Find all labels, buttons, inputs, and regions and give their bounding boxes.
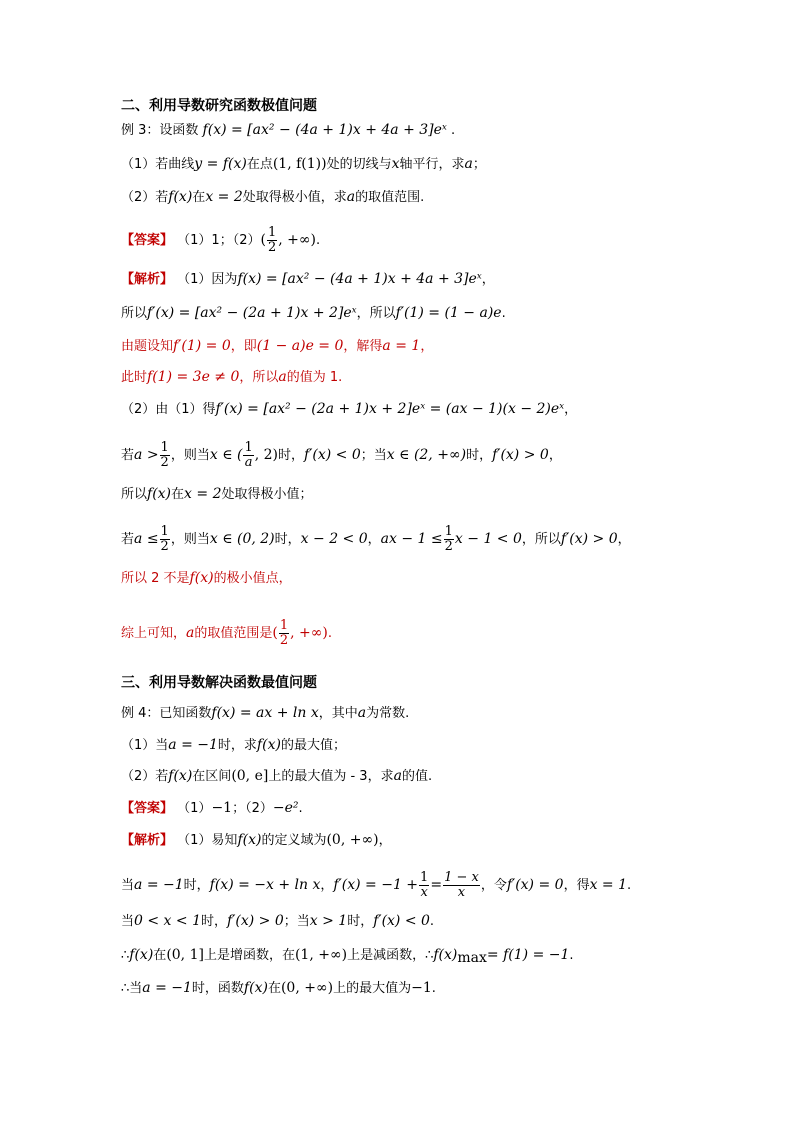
a4-math-2: a bbox=[278, 369, 287, 385]
e4q2-text-2: 在区间 bbox=[192, 769, 232, 784]
a6-text-3: 时， bbox=[278, 448, 305, 463]
analysis-line-4 bbox=[121, 367, 342, 388]
a8-text-5: ，所以 bbox=[521, 532, 561, 547]
b4-text-1: 在 bbox=[153, 948, 167, 963]
a2-math-2: f′(1) = (1 − a)e bbox=[395, 305, 502, 321]
b3-text-3: ；当 bbox=[283, 914, 310, 929]
a7-text-2: 在 bbox=[171, 487, 185, 502]
analysis-line-9 bbox=[121, 568, 292, 589]
example3-prefix: 例 3：设函数 bbox=[121, 123, 199, 138]
a9-text-2: 的极小值点， bbox=[213, 571, 292, 586]
a8-fraction-1 bbox=[160, 525, 170, 554]
b3-text-4: 时， bbox=[347, 914, 374, 929]
a8-frac2-num: 1 bbox=[444, 524, 453, 539]
b3-math-1: 0 < x < 1 bbox=[134, 913, 201, 929]
a6-math-5: x ∈ (2, +∞) bbox=[386, 447, 467, 463]
q1-math-2: (1, f(1)) bbox=[272, 156, 327, 172]
b2-text-4: ，令 bbox=[480, 878, 507, 893]
e4q2-text-3: 上的最大值为 - 3，求 bbox=[268, 769, 394, 784]
b4-math-1: f(x) bbox=[129, 947, 154, 963]
answer-end: . bbox=[316, 233, 321, 248]
example3-q1 bbox=[121, 154, 486, 175]
a7-math-2: x = 2 bbox=[184, 486, 222, 502]
section3-title: 三、利用导数解决函数最值问题 bbox=[121, 675, 317, 691]
b3-text-1: 当 bbox=[121, 914, 135, 929]
ex4-text-1: 例 4：已知函数 bbox=[121, 706, 212, 721]
b3-math-4: f′(x) < 0 bbox=[373, 913, 430, 929]
b1-text-2: 的定义域为 bbox=[261, 833, 327, 848]
b4-text-2: 上是增函数，在 bbox=[203, 948, 295, 963]
a8-math-3: x − 2 < 0 bbox=[300, 531, 368, 547]
b2-end: . bbox=[627, 878, 632, 893]
analysis-line-6 bbox=[121, 441, 562, 470]
ex4-math-2: a bbox=[357, 705, 367, 721]
b5-math-3: (0, +∞) bbox=[280, 980, 334, 996]
a6-math-2: x ∈ ( bbox=[209, 447, 243, 463]
a10-tail: , +∞) bbox=[290, 625, 328, 641]
e4q2-math-3: a bbox=[393, 768, 402, 784]
analysis-line-2 bbox=[121, 303, 506, 324]
a10-lead: ( bbox=[272, 625, 278, 641]
a5-end: ， bbox=[564, 402, 578, 417]
a3-math-1: f′(1) = 0 bbox=[173, 338, 231, 354]
example3-q2 bbox=[121, 187, 424, 208]
e4-answer-text-2: ；（2） bbox=[232, 801, 273, 816]
q2-math-1: f(x) bbox=[168, 189, 193, 205]
e4q1-math-2: f(x) bbox=[256, 737, 281, 753]
b5-end: . bbox=[431, 981, 436, 996]
example3-statement bbox=[121, 120, 455, 141]
b3-math-2: f′(x) > 0 bbox=[227, 913, 284, 929]
e4q1-text-1: （1）当 bbox=[121, 738, 169, 753]
a6-text-2: ，则当 bbox=[170, 448, 210, 463]
a1-math: f(x) = [ax² − (4a + 1)x + 4a + 3]eˣ bbox=[237, 271, 482, 287]
answer-tail: , +∞) bbox=[278, 232, 316, 248]
a2-math-1: f′(x) = [ax² − (2a + 1)x + 2]eˣ bbox=[147, 305, 357, 321]
a3-end: ， bbox=[420, 339, 434, 354]
a6-math-3: , 2) bbox=[254, 447, 279, 463]
b1-text-1: （1）易知 bbox=[177, 833, 238, 848]
example4-statement bbox=[121, 703, 409, 724]
a8-math-2: x ∈ (0, 2) bbox=[209, 531, 275, 547]
a7-text-1: 所以 bbox=[121, 487, 148, 502]
example4-q2 bbox=[121, 766, 432, 787]
example3-end: . bbox=[451, 123, 456, 138]
q2-text-3: 处取得极小值，求 bbox=[242, 190, 347, 205]
a9-text-1: 所以 2 不是 bbox=[121, 571, 190, 586]
a3-math-2: (1 − a)e = 0 bbox=[256, 338, 344, 354]
b2-math-3: f′(x) = −1 + bbox=[333, 877, 419, 893]
e4-analysis-line-5 bbox=[121, 978, 436, 999]
section2-title: 二、利用导数研究函数极值问题 bbox=[121, 98, 317, 114]
a8-math-5: x − 1 < 0 bbox=[454, 531, 522, 547]
a10-end: . bbox=[327, 626, 333, 641]
a8-frac1-den: 2 bbox=[160, 539, 169, 554]
a8-math-6: f′(x) > 0 bbox=[560, 531, 618, 547]
a6-text-5: 时， bbox=[466, 448, 493, 463]
e4-analysis-line-1 bbox=[121, 830, 392, 851]
a6-frac2-den: a bbox=[244, 455, 253, 470]
a6-math-6: f′(x) > 0 bbox=[492, 447, 549, 463]
a7-math-1: f(x) bbox=[147, 486, 172, 502]
a10-frac-num: 1 bbox=[279, 618, 289, 633]
a10-text-2: 的取值范围是 bbox=[194, 626, 273, 641]
b2-math-5: f′(x) = 0 bbox=[506, 877, 564, 893]
a7-text-3: 处取得极小值； bbox=[221, 487, 313, 502]
a6-fraction-2 bbox=[243, 441, 253, 470]
q1-text-5: ； bbox=[472, 157, 486, 172]
a10-text-1: 综上可知， bbox=[121, 626, 187, 641]
a8-math-4: ax − 1 ≤ bbox=[380, 531, 443, 547]
analysis-line-10 bbox=[121, 619, 332, 648]
q1-math-4: a bbox=[464, 156, 473, 172]
a4-text-3: 的值为 1. bbox=[286, 370, 343, 385]
b4-math-4: f(x) bbox=[433, 947, 458, 963]
a8-frac1-num: 1 bbox=[160, 524, 169, 539]
a4-math-1: f(1) = 3e ≠ 0 bbox=[147, 369, 240, 385]
answer-fraction bbox=[267, 226, 277, 255]
b1-math-1: f(x) bbox=[237, 832, 262, 848]
b3-text-2: 时， bbox=[201, 914, 228, 929]
a1-text: （1）因为 bbox=[177, 272, 238, 287]
frac-denominator: 2 bbox=[267, 240, 277, 255]
a8-end: ， bbox=[617, 532, 631, 547]
a10-frac-den: 2 bbox=[279, 633, 289, 648]
analysis-line-1 bbox=[121, 269, 495, 290]
e4q1-math-1: a = −1 bbox=[168, 737, 218, 753]
a6-frac2-num: 1 bbox=[244, 440, 253, 455]
b2-fraction-2 bbox=[443, 871, 480, 900]
example4-q1 bbox=[121, 735, 346, 756]
ex4-text-2: ，其中 bbox=[318, 706, 358, 721]
a9-math-1: f(x) bbox=[189, 570, 214, 586]
b2-fraction-1 bbox=[419, 871, 429, 900]
e4-answer-text-1: （1） bbox=[177, 801, 212, 816]
e4-answer-end: . bbox=[298, 801, 303, 816]
e4-analysis-line-4 bbox=[121, 945, 574, 966]
a10-fraction bbox=[279, 619, 289, 648]
a3-math-3: a = 1 bbox=[382, 338, 421, 354]
q1-text-3: 处的切线与 bbox=[326, 157, 392, 172]
q2-text-1: （2）若 bbox=[121, 190, 169, 205]
b2-frac1-num: 1 bbox=[420, 870, 429, 885]
e4-answer-math-1: −1 bbox=[211, 800, 233, 816]
e4q2-math-1: f(x) bbox=[168, 768, 193, 784]
example3-answer bbox=[121, 226, 320, 255]
a2-end: . bbox=[501, 306, 506, 321]
example3-function: f(x) = [ax² − (4a + 1)x + 4a + 3]eˣ bbox=[202, 122, 447, 138]
ex4-math-1: f(x) = ax + ln x bbox=[211, 705, 319, 721]
b4-end: . bbox=[569, 948, 574, 963]
b2-text-2: 时， bbox=[183, 878, 210, 893]
a5-text-1: （2）由（1）得 bbox=[121, 402, 216, 417]
b2-math-4: = bbox=[430, 877, 443, 893]
a6-end: ， bbox=[548, 448, 562, 463]
a8-frac2-den: 2 bbox=[444, 539, 453, 554]
q1-math-3: x bbox=[391, 156, 400, 172]
b5-math-2: f(x) bbox=[243, 980, 268, 996]
a6-fraction-1 bbox=[160, 441, 170, 470]
b2-frac2-num: 1 − x bbox=[444, 870, 479, 885]
analysis-line-3 bbox=[121, 336, 433, 357]
e4-analysis-line-3 bbox=[121, 911, 434, 932]
a8-text-4: ， bbox=[367, 532, 381, 547]
a1-end: ， bbox=[481, 272, 495, 287]
b3-math-3: x > 1 bbox=[309, 913, 348, 929]
q2-text-2: 在 bbox=[192, 190, 206, 205]
a6-text-4: ；当 bbox=[360, 448, 387, 463]
answer-lead: ( bbox=[260, 232, 266, 248]
a4-text-1: 此时 bbox=[121, 370, 148, 385]
a8-fraction-2 bbox=[444, 525, 454, 554]
e4-analysis-tag: 【解析】 bbox=[121, 833, 174, 848]
b5-text-1: 时，函数 bbox=[191, 981, 244, 996]
b2-frac2-den: x bbox=[457, 885, 466, 900]
e4-analysis-line-2 bbox=[121, 871, 631, 900]
b1-end: ， bbox=[378, 833, 392, 848]
b2-math-1: a = −1 bbox=[134, 877, 184, 893]
frac-numerator: 1 bbox=[267, 225, 277, 240]
b2-text-5: ，得 bbox=[563, 878, 590, 893]
analysis-line-5 bbox=[121, 399, 577, 420]
a8-math-1: a ≤ bbox=[134, 531, 159, 547]
e4q2-text-4: 的值. bbox=[401, 769, 433, 784]
e4-answer-math-2: −e² bbox=[272, 800, 299, 816]
e4q1-text-3: 的最大值； bbox=[280, 738, 346, 753]
a8-text-3: 时， bbox=[274, 532, 301, 547]
a6-frac1-den: 2 bbox=[160, 455, 169, 470]
a6-frac1-num: 1 bbox=[160, 440, 169, 455]
a3-text-3: ，解得 bbox=[343, 339, 383, 354]
b5-math-4: −1 bbox=[411, 980, 432, 996]
a8-text-1: 若 bbox=[121, 532, 135, 547]
q1-text-1: （1）若曲线 bbox=[121, 157, 195, 172]
a6-text-1: 若 bbox=[121, 448, 135, 463]
b4-sub-max: max bbox=[457, 950, 487, 966]
e4q2-math-2: (0, e] bbox=[231, 768, 269, 784]
q1-math-1: y = f(x) bbox=[194, 156, 247, 172]
b2-text-3: ， bbox=[320, 878, 334, 893]
b4-math-2: (0, 1] bbox=[166, 947, 204, 963]
b4-math-5: = f(1) = −1 bbox=[486, 947, 570, 963]
b4-therefore-1: ∴ bbox=[121, 948, 130, 963]
q2-math-2: x = 2 bbox=[205, 189, 243, 205]
b5-therefore: ∴当 bbox=[121, 981, 143, 996]
a4-text-2: ，所以 bbox=[239, 370, 279, 385]
b2-math-2: f(x) = −x + ln x bbox=[209, 877, 321, 893]
a8-text-2: ，则当 bbox=[170, 532, 210, 547]
ex4-text-3: 为常数. bbox=[366, 706, 410, 721]
a3-text-2: ，即 bbox=[230, 339, 257, 354]
b2-text-1: 当 bbox=[121, 878, 135, 893]
b4-text-3: 上是减函数，∴ bbox=[347, 948, 434, 963]
a6-math-1: a > bbox=[134, 447, 159, 463]
b5-math-1: a = −1 bbox=[142, 980, 192, 996]
a2-text-2: ，所以 bbox=[356, 306, 396, 321]
analysis-tag: 【解析】 bbox=[121, 272, 174, 287]
b5-text-3: 上的最大值为 bbox=[333, 981, 412, 996]
e4q2-text-1: （2）若 bbox=[121, 769, 169, 784]
b1-math-2: (0, +∞) bbox=[326, 832, 379, 848]
a5-math-1: f′(x) = [ax² − (2a + 1)x + 2]eˣ = (ax − 1)(x − 2)eˣ bbox=[215, 401, 565, 417]
answer-text: （1）1；（2） bbox=[177, 233, 261, 248]
e4-answer-tag: 【答案】 bbox=[121, 801, 174, 816]
q2-text-4: 的取值范围. bbox=[355, 190, 425, 205]
q1-text-4: 轴平行，求 bbox=[399, 157, 465, 172]
b2-math-6: x = 1 bbox=[589, 877, 628, 893]
answer-tag: 【答案】 bbox=[121, 233, 174, 248]
b3-end: . bbox=[429, 914, 435, 929]
a3-text-1: 由题设知 bbox=[121, 339, 174, 354]
q2-math-3: a bbox=[346, 189, 356, 205]
a10-math-1: a bbox=[186, 625, 195, 641]
example4-answer bbox=[121, 798, 303, 819]
analysis-line-7 bbox=[121, 484, 313, 505]
e4q1-text-2: 时，求 bbox=[217, 738, 257, 753]
b2-frac1-den: x bbox=[420, 885, 428, 900]
a2-text-1: 所以 bbox=[121, 306, 148, 321]
a6-math-4: f′(x) < 0 bbox=[304, 447, 361, 463]
analysis-line-8 bbox=[121, 525, 631, 554]
b5-text-2: 在 bbox=[267, 981, 281, 996]
q1-text-2: 在点 bbox=[246, 157, 273, 172]
b4-math-3: (1, +∞) bbox=[294, 947, 348, 963]
